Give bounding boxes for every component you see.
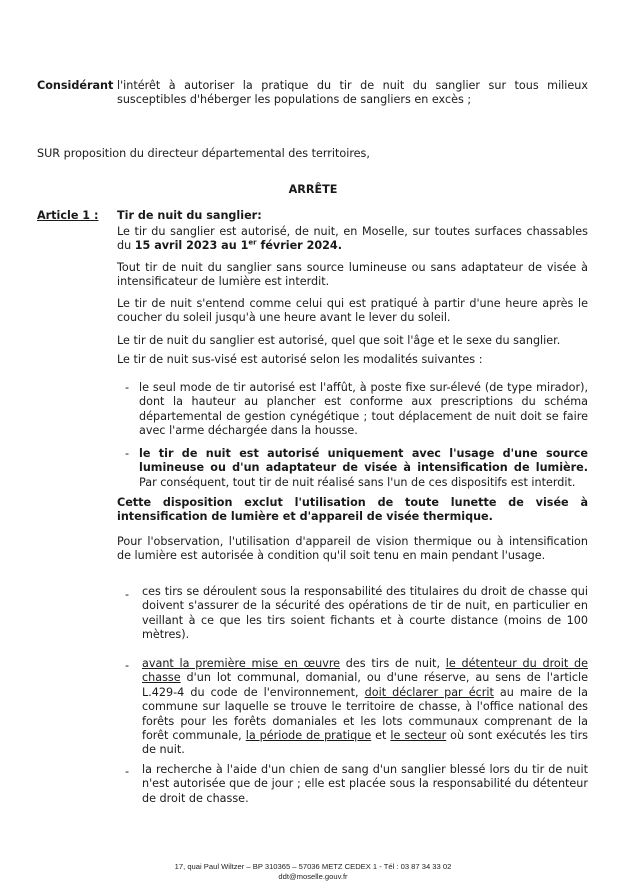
footer-address: 17, quai Paul Wiltzer – BP 310365 – 57036 METZ CEDEX 1 - Tél : 03 87 34 33 02 xyxy=(174,862,452,871)
bullet-dash: - xyxy=(125,381,130,394)
article-heading: Tir de nuit du sanglier: xyxy=(117,209,262,222)
sur-proposition: SUR proposition du directeur départemental des territoires, xyxy=(37,147,370,160)
bullet-responsabilite: ces tirs se déroulent sous la responsabilité des titulaires du droit de chasse qui doivent s'assurer de la sécurité des opérations de tir de nuit, en particulier en veillant à ce que les tirs soient fichants et à courte distance (moins de 100 mètres). xyxy=(142,585,588,642)
bullet-dash: - xyxy=(125,659,130,672)
bullet-dash: - xyxy=(125,588,130,601)
article-label: Article 1 : xyxy=(37,209,99,222)
bullet-dash: - xyxy=(125,765,130,778)
paragraph-age-sexe: Le tir de nuit du sanglier est autorisé, quel que soit l'âge et le sexe du sanglier. xyxy=(117,334,561,347)
bullet-affut: le seul mode de tir autorisé est l'affût, à poste fixe sur-élevé (de type mirador), dont la hauteur au plancher est conforme aux prescriptions du schéma départemental de gestion cynégétique ; tout déplacement de nuit doit se faire avec l'arme déchargée dans la housse. xyxy=(139,381,588,438)
bullet-source-lumineuse: le tir de nuit est autorisé uniquement avec l'usage d'une source lumineuse ou d'un adaptateur de visée à intensification de lumière. Par conséquent, tout tir de nuit réalisé sans l'un de ces dispositifs est interdit. xyxy=(139,447,588,489)
paragraph-definition: Le tir de nuit s'entend comme celui qui est pratiqué à partir d'une heure après le coucher du soleil jusqu'à une heure avant le lever du soleil. xyxy=(117,297,588,325)
paragraph-dates: Le tir du sanglier est autorisé, de nuit, en Moselle, sur toutes surfaces chassables du 15 avril 2023 au 1er février 2024. xyxy=(117,225,588,253)
arrete-title: ARRÊTE xyxy=(288,183,338,196)
paragraph-interdiction: Tout tir de nuit du sanglier sans source lumineuse ou sans adaptateur de visée à intensificateur de lumière est interdit. xyxy=(117,261,588,289)
paragraph-exclusion: Cette disposition exclut l'utilisation de toute lunette de visée à intensification de lumière et d'appareil de visée thermique. xyxy=(117,496,588,524)
considerant-label: Considérant xyxy=(37,79,114,92)
considerant-text: l'intérêt à autoriser la pratique du tir de nuit du sanglier sur tous milieux susceptibles d'héberger les populations de sangliers en excès ; xyxy=(117,79,588,107)
bullet-chien-de-sang: la recherche à l'aide d'un chien de sang d'un sanglier blessé lors du tir de nuit n'est autorisée que de jour ; elle est placée sous la responsabilité du détenteur de droit de chasse. xyxy=(142,763,588,805)
bullet-dash: - xyxy=(125,447,130,460)
paragraph-observation: Pour l'observation, l'utilisation d'appareil de vision thermique ou à intensification de lumière est autorisée à condition qu'il soit tenu en main pendant l'usage. xyxy=(117,535,588,563)
footer-email: ddt@moselle.gouv.fr xyxy=(278,872,348,881)
bullet-declaration: avant la première mise en œuvre des tirs de nuit, le détenteur du droit de chasse d'un lot communal, domanial, ou d'une réserve, au sens de l'article L.429-4 du code de l'environnement, doit déclarer par écrit au maire de la commune sur laquelle se trouve le territoire de chasse, à l'office national des forêts pour les forêts domaniales et les lots communaux comprenant de la forêt communale, la période de pratique et le secteur où sont exécutés les tirs de nuit. xyxy=(142,657,589,757)
paragraph-modalites: Le tir de nuit sus-visé est autorisé selon les modalités suivantes : xyxy=(117,353,483,366)
